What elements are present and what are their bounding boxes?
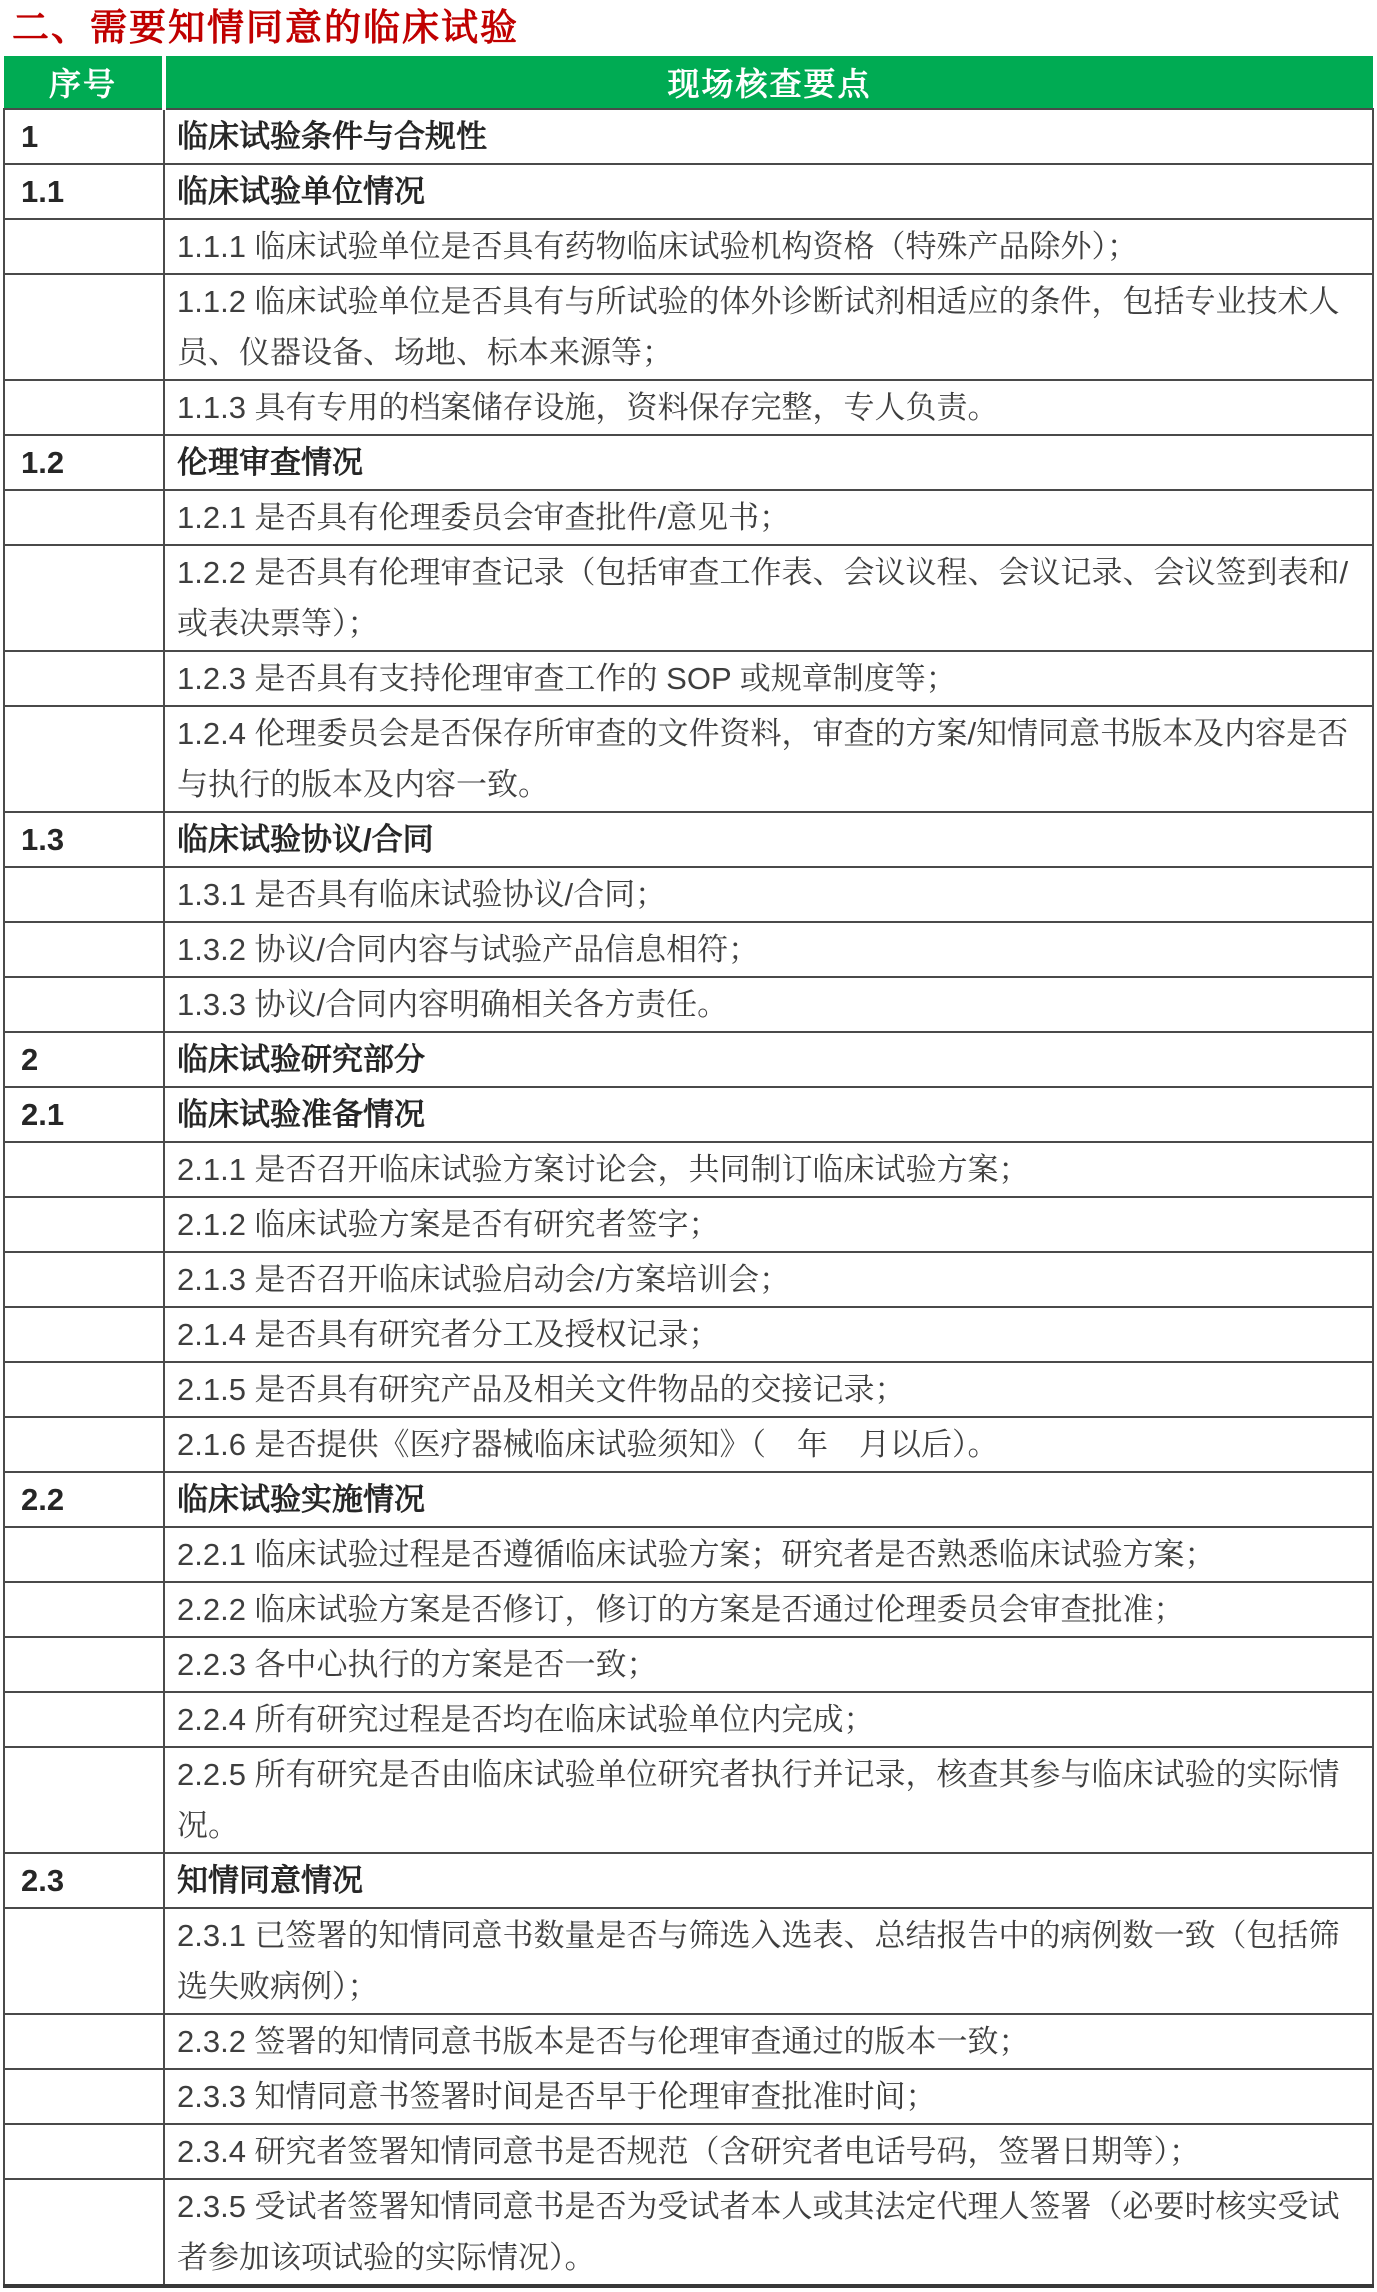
table-row [4, 1307, 1373, 1362]
row-number-cell [4, 490, 164, 545]
table-row [4, 2069, 1373, 2124]
row-content-cell: 2.3.5 受试者签署知情同意书是否为受试者本人或其法定代理人签署（必要时核实受试者参加该项试验的实际情况）。 [164, 2179, 1373, 2286]
row-number-cell [4, 1142, 164, 1197]
row-content-cell: 2.2.4 所有研究过程是否均在临床试验单位内完成； [164, 1692, 1373, 1747]
row-content-cell: 临床试验协议/合同 [164, 812, 1373, 867]
table-row [4, 1417, 1373, 1472]
row-number-cell [4, 651, 164, 706]
table-row [4, 706, 1373, 812]
table-row [4, 274, 1373, 380]
table-row [4, 977, 1373, 1032]
page-title: 二、需要知情同意的临床试验 [12, 7, 519, 48]
table-row [4, 545, 1373, 651]
table-row [4, 812, 1373, 867]
row-content-cell: 1.1.2 临床试验单位是否具有与所试验的体外诊断试剂相适应的条件，包括专业技术人员、仪器设备、场地、标本来源等； [164, 274, 1373, 380]
row-content-cell: 2.3.4 研究者签署知情同意书是否规范（含研究者电话号码，签署日期等）； [164, 2124, 1373, 2179]
table-row [4, 2014, 1373, 2069]
table-row [4, 1362, 1373, 1417]
row-number-cell [4, 2014, 164, 2069]
table-row [4, 380, 1373, 435]
row-number-cell [4, 1252, 164, 1307]
row-number-cell: 2.1 [4, 1087, 164, 1142]
row-number-cell: 2.3 [4, 1853, 164, 1908]
row-content-cell: 2.2.1 临床试验过程是否遵循临床试验方案；研究者是否熟悉临床试验方案； [164, 1527, 1373, 1582]
row-content-cell: 1.2.4 伦理委员会是否保存所审查的文件资料，审查的方案/知情同意书版本及内容是否与执行的版本及内容一致。 [164, 706, 1373, 812]
row-number-cell [4, 1582, 164, 1637]
row-number-cell [4, 1417, 164, 1472]
table-row [4, 1747, 1373, 1853]
row-content-cell: 2.1.3 是否召开临床试验启动会/方案培训会； [164, 1252, 1373, 1307]
row-content-cell: 2.1.5 是否具有研究产品及相关文件物品的交接记录； [164, 1362, 1373, 1417]
row-number-cell [4, 545, 164, 651]
row-content-cell: 2.2.5 所有研究是否由临床试验单位研究者执行并记录，核查其参与临床试验的实际情况。 [164, 1747, 1373, 1853]
row-number-cell: 2 [4, 1032, 164, 1087]
row-content-cell: 临床试验研究部分 [164, 1032, 1373, 1087]
row-number-cell [4, 977, 164, 1032]
table-row [4, 1527, 1373, 1582]
row-number-cell [4, 274, 164, 380]
table-row [4, 1252, 1373, 1307]
row-number-cell [4, 1637, 164, 1692]
row-content-cell: 1.2.1 是否具有伦理委员会审查批件/意见书； [164, 490, 1373, 545]
table-row [4, 1142, 1373, 1197]
row-content-cell: 2.1.2 临床试验方案是否有研究者签字； [164, 1197, 1373, 1252]
checklist-body [4, 109, 1373, 2286]
table-row [4, 922, 1373, 977]
row-number-cell [4, 2069, 164, 2124]
row-number-cell [4, 1307, 164, 1362]
row-content-cell: 1.3.3 协议/合同内容明确相关各方责任。 [164, 977, 1373, 1032]
row-content-cell: 1.2.3 是否具有支持伦理审查工作的 SOP 或规章制度等； [164, 651, 1373, 706]
table-row [4, 1472, 1373, 1527]
table-header [4, 56, 1373, 109]
row-content-cell: 2.1.6 是否提供《医疗器械临床试验须知》（ 年 月以后）。 [164, 1417, 1373, 1472]
row-content-cell: 1.3.2 协议/合同内容与试验产品信息相符； [164, 922, 1373, 977]
table-row [4, 109, 1373, 164]
row-content-cell: 2.2.3 各中心执行的方案是否一致； [164, 1637, 1373, 1692]
row-number-cell [4, 380, 164, 435]
header-row [4, 56, 1373, 109]
table-row [4, 1853, 1373, 1908]
header-cell-number: 序号 [4, 56, 164, 109]
table-row [4, 2179, 1373, 2286]
row-number-cell [4, 867, 164, 922]
row-content-cell: 1.2.2 是否具有伦理审查记录（包括审查工作表、会议议程、会议记录、会议签到表和/或表决票等）； [164, 545, 1373, 651]
row-content-cell: 1.3.1 是否具有临床试验协议/合同； [164, 867, 1373, 922]
table-row [4, 219, 1373, 274]
table-row [4, 490, 1373, 545]
row-content-cell: 伦理审查情况 [164, 435, 1373, 490]
table-row [4, 1908, 1373, 2014]
row-content-cell: 2.3.3 知情同意书签署时间是否早于伦理审查批准时间； [164, 2069, 1373, 2124]
row-number-cell [4, 706, 164, 812]
table-row [4, 1032, 1373, 1087]
row-content-cell: 临床试验准备情况 [164, 1087, 1373, 1142]
table-row [4, 1582, 1373, 1637]
row-number-cell [4, 1692, 164, 1747]
row-content-cell: 知情同意情况 [164, 1853, 1373, 1908]
inspection-checklist-table [3, 56, 1374, 2288]
row-number-cell [4, 1527, 164, 1582]
row-number-cell: 1.1 [4, 164, 164, 219]
row-content-cell: 2.3.2 签署的知情同意书版本是否与伦理审查通过的版本一致； [164, 2014, 1373, 2069]
row-number-cell: 2.2 [4, 1472, 164, 1527]
row-number-cell [4, 2124, 164, 2179]
row-number-cell: 1 [4, 109, 164, 164]
row-content-cell: 2.1.1 是否召开临床试验方案讨论会，共同制订临床试验方案； [164, 1142, 1373, 1197]
row-content-cell: 1.1.3 具有专用的档案储存设施，资料保存完整，专人负责。 [164, 380, 1373, 435]
row-content-cell: 1.1.1 临床试验单位是否具有药物临床试验机构资格（特殊产品除外）； [164, 219, 1373, 274]
row-number-cell [4, 922, 164, 977]
row-content-cell: 2.2.2 临床试验方案是否修订，修订的方案是否通过伦理委员会审查批准； [164, 1582, 1373, 1637]
row-content-cell: 2.1.4 是否具有研究者分工及授权记录； [164, 1307, 1373, 1362]
row-content-cell: 临床试验单位情况 [164, 164, 1373, 219]
table-row [4, 1087, 1373, 1142]
header-cell-checkpoints: 现场核查要点 [164, 56, 1373, 109]
table-row [4, 164, 1373, 219]
table-row [4, 867, 1373, 922]
row-number-cell: 1.2 [4, 435, 164, 490]
table-row [4, 1197, 1373, 1252]
row-number-cell [4, 1747, 164, 1853]
row-number-cell [4, 1197, 164, 1252]
row-number-cell [4, 1908, 164, 2014]
row-content-cell: 临床试验实施情况 [164, 1472, 1373, 1527]
row-content-cell: 2.3.1 已签署的知情同意书数量是否与筛选入选表、总结报告中的病例数一致（包括筛选失败病例）； [164, 1908, 1373, 2014]
row-number-cell: 1.3 [4, 812, 164, 867]
table-row [4, 1637, 1373, 1692]
table-row [4, 651, 1373, 706]
row-number-cell [4, 1362, 164, 1417]
table-row [4, 435, 1373, 490]
row-content-cell: 临床试验条件与合规性 [164, 109, 1373, 164]
row-number-cell [4, 219, 164, 274]
table-row [4, 2124, 1373, 2179]
row-number-cell [4, 2179, 164, 2286]
table-row [4, 1692, 1373, 1747]
